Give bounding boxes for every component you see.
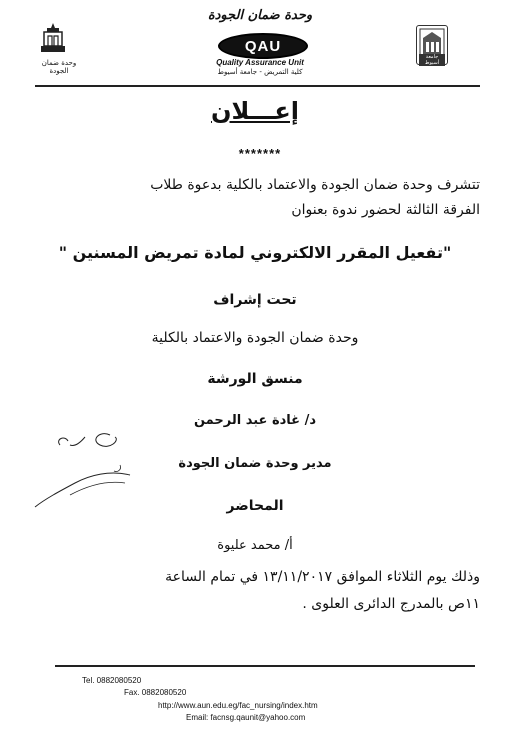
date-line-2: ١١ص بالمدرج الدائرى العلوى .	[302, 596, 480, 612]
footer-email-link[interactable]: Email: facnsg.qaunit@yahoo.com	[186, 713, 306, 722]
right-logo-label: جامعة أسيوط	[419, 54, 445, 66]
supervision-heading: تحت إشراف	[213, 292, 297, 308]
page-title: إعـــلان	[211, 97, 299, 125]
left-logo-caption: وحدة ضمان الجودة	[41, 59, 77, 75]
signature	[30, 425, 140, 515]
footer-tel: Tel. 0882080520	[82, 676, 142, 685]
coordinator-name: د/ غادة عبد الرحمن	[193, 413, 316, 428]
right-logo	[416, 25, 448, 65]
supervisor-name: وحدة ضمان الجودة والاعتماد بالكلية	[151, 330, 359, 346]
qau-logo	[218, 33, 308, 59]
footer-web-link[interactable]: http://www.aun.edu.eg/fac_nursing/index.htm	[158, 701, 318, 710]
date-line-1: وذلك يوم الثلاثاء الموافق ١٣/١١/٢٠١٧ في تمام الساعة	[165, 569, 480, 585]
footer-fax: Fax. 0882080520	[124, 688, 187, 697]
intro-line-2: الفرقة الثالثة لحضور ندوة بعنوان	[291, 202, 480, 218]
header-divider	[35, 85, 480, 87]
unit-name-en: Quality Assurance Unit	[216, 58, 304, 67]
tower-emblem-icon	[40, 22, 66, 54]
stars-divider: *******	[238, 146, 282, 161]
unit-name-ar: وحدة ضمان الجودة	[207, 8, 313, 23]
seminar-title: "تفعيل المقرر الالكتروني لمادة تمريض المسنين "	[58, 243, 452, 262]
intro-line-1: تتشرف وحدة ضمان الجودة والاعتماد بالكلية بدعوة طلاب	[150, 177, 480, 193]
lecturer-name: أ/ محمد عليوة	[217, 538, 293, 553]
lecturer-heading: المحاضر	[226, 498, 284, 514]
footer-divider	[55, 665, 475, 667]
faculty-line: كلية التمريض - جامعة أسيوط	[217, 68, 303, 76]
coordinator-title: مدير وحدة ضمان الجودة	[178, 456, 332, 471]
left-logo	[40, 22, 66, 52]
qau-logo-text: QAU	[244, 37, 282, 55]
coordinator-heading: منسق الورشة	[207, 371, 303, 387]
